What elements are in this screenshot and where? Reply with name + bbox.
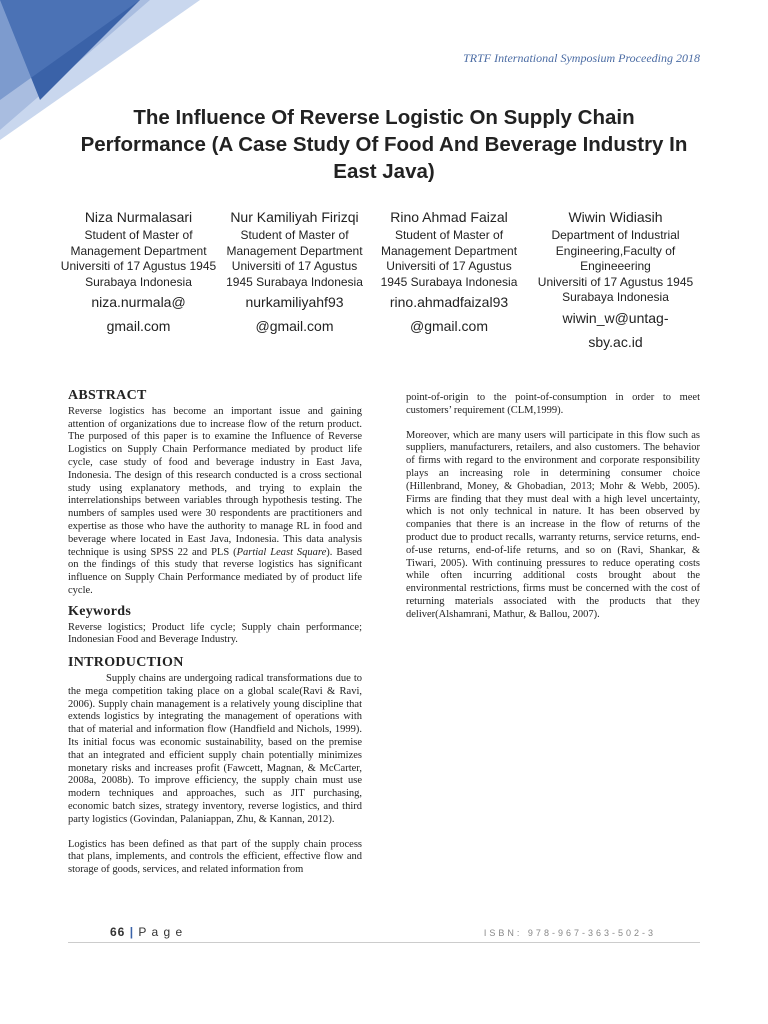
author-name: Niza Nurmalasari [84,209,193,225]
author-block [60,208,705,354]
author-name: Rino Ahmad Faizal [390,209,508,225]
left-column [68,390,362,877]
author-email: gmail.com [106,318,171,334]
author-email: wiwin_w@untag- [562,309,669,326]
author-affiliation: 1945 Surabaya Indonesia [226,274,363,289]
author-affiliation: Management Department [226,243,363,258]
author-1 [60,208,217,354]
footer-divider [68,942,700,943]
abstract-italic: Partial Least Square [236,546,327,558]
author-name: Wiwin Widiasih [568,209,663,225]
author-affiliation: Universiti of 17 Agustus 1945 [537,274,694,289]
author-4 [526,208,705,354]
author-2 [217,208,372,354]
abstract-text-part: ). Based on the findings of this study that reverse logistics has significant influence on Supply Chain Performance mediated by of product life cycle. [68,546,362,596]
abstract-text [68,406,362,598]
body-paragraph: point-of-origin to the point-of-consumption in order to meet customers’ requirement (CLM,1999). [406,392,700,416]
author-email: @gmail.com [409,318,488,334]
page-number-value: 66 [110,925,126,939]
running-head: TRTF International Symposium Proceeding 2018 [463,51,700,65]
author-affiliation: Universiti of 17 Agustus [231,259,358,273]
author-affiliation: Student of Master of [240,228,349,242]
author-affiliation: Management Department [70,243,207,258]
introduction-heading: INTRODUCTION [68,655,184,671]
author-email: sby.ac.id [588,333,643,350]
page-separator: | [129,925,135,939]
author-affiliation: Engineering,Faculty of [555,243,676,258]
author-email: niza.nurmala@ [91,294,186,310]
author-affiliation: Universiti of 17 Agustus 1945 [60,259,217,273]
author-name: Nur Kamiliyah Firizqi [230,209,359,225]
body-paragraph: Moreover, which are many users will participate in this flow such as suppliers, manufacturers, retailers, and also customers. The behavior of firms with regard to the environment and corporate responsibility plays an increasing role in determining consumer choice (Hillenbrand, Money, & Ghobadian, 2013; Mohr & Webb, 2005). Firms are finding that they must deal with a high level uncertainty, which is not only technical in nature. It has been observed by companies that there is an increase in the flow of returns of the product due to product recalls, warranty returns, service returns, end-of-use returns, end-of-life returns, and so on (Ravi, Shankar, & Tiwari, 2005). With continuing pressures to reduce operating costs while often incurring additional costs brought about the environmental restrictions, firms must be concerned with the cost of returning materials associated with the products that they deliver(Alshamrani, Mathur, & Ballou, 2007). [406,429,700,620]
abstract-text-part: Reverse logistics has become an important issue and gaining attention of organizations due to increase flow of the return product. The purposed of this paper is to examine the Influence of Reverse Logistics on Supply Chain Performance mediated by product life cycle, case study of food and beverage industry in East Java, Indonesia. The design of this research conducted is a cross sectional study using explanatory methods, and trying to explain the interrelationships between variables through hypothesis testing. The numbers of samples used were 30 respondents are practitioners and expertise as those who have the authority to manage RL in food and beverage where located in East Java, Indonesia. This data analysis technique is using SPSS 22 and PLS ( [68,405,362,558]
author-affiliation: Department of Industrial [551,228,680,242]
paper-title: The Influence Of Reverse Logistic On Supply Chain Performance (A Case Study Of Food And Beverage Industry In East Java) [80,106,688,183]
author-affiliation: 1945 Surabaya Indonesia [380,274,518,289]
page-number [110,925,183,939]
author-3 [372,208,526,354]
author-affiliation: Management Department [380,243,518,258]
isbn: ISBN: 978-967-363-502-3 [483,928,656,938]
introduction-paragraph: Logistics has been defined as that part of the supply chain process that plans, implements, and controls the efficient, effective flow and storage of goods, services, and related information from [68,838,362,876]
author-email: nurkamiliyahf93 [245,294,344,310]
author-affiliation: Student of Master of [84,228,193,242]
abstract-heading: ABSTRACT [68,388,147,403]
introduction-paragraph: Supply chains are undergoing radical transformations due to the mega competition taking place on a global scale(Ravi & Ravi, 2006). Supply chain management is a relatively young discipline that extends logistics by integrating the management of operations with that of material and information flow (Handfield and Nichols, 1999). Its initial focus was economic sustainability, based on the premise that an integrated and efficient supply chain potentially minimizes monetary risks and increases profit (Fawcett, Magnan, & McCarter, 2008a, 2008b). To improve efficiency, the supply chain must use modern techniques and approaches, such as JIT purchasing, economic batch sizes, strategy inventory, reverse logistics, and third party logistics (Govindan, Palaniappan, Zhu, & Kannan, 2012). [68,672,362,825]
author-affiliation: Student of Master of [394,228,504,242]
author-affiliation: Universiti of 17 Agustus [386,259,512,273]
keywords-text: Reverse logistics; Product life cycle; Supply chain performance; Indonesian Food and Beverage Industry. [68,621,362,646]
author-affiliation: Surabaya Indonesia [85,274,192,289]
keywords-heading: Keywords [68,603,132,619]
author-email: rino.ahmadfaizal93 [389,294,509,310]
author-email: @gmail.com [255,318,334,334]
author-affiliation: Surabaya Indonesia [562,290,669,304]
page-label: P a g e [138,925,184,939]
right-column [406,392,700,622]
author-affiliation: Engineeering [580,259,651,273]
